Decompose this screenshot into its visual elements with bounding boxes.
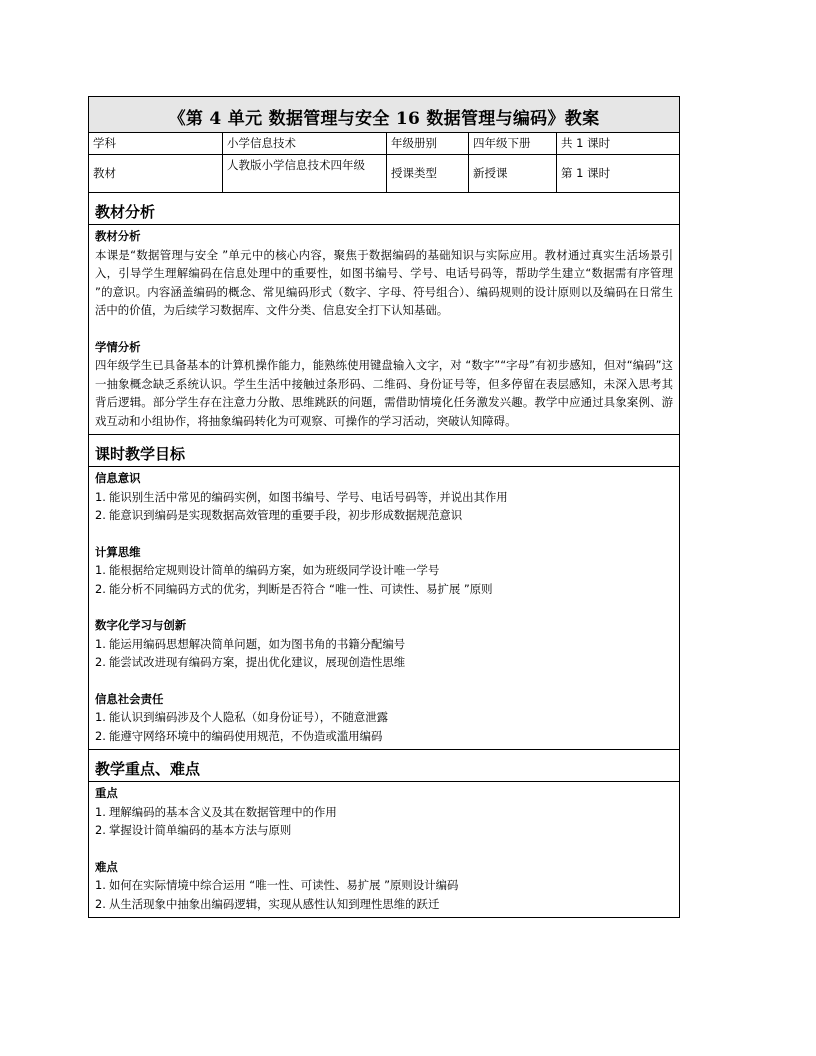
lesson-plan-table [88, 96, 680, 918]
grade-value: 四年级下册 [469, 133, 557, 154]
analysis-body [89, 225, 679, 435]
list-item: 1. 能识别生活中常见的编码实例，如图书编号、学号、电话号码等，并说出其作用 [95, 489, 508, 504]
textbook-value: 人教版小学信息技术四年级 [223, 155, 387, 192]
info-row-1 [89, 133, 679, 155]
list-item: 1. 能运用编码思想解决简单问题，如为图书角的书籍分配编号 [95, 636, 406, 651]
lesson-type-value: 新授课 [469, 155, 557, 192]
total-hours: 共 1 课时 [561, 136, 611, 150]
current-hour: 第 1 课时 [561, 166, 611, 180]
list-item: 1. 理解编码的基本含义及其在数据管理中的作用 [95, 804, 337, 819]
learner-analysis-heading: 学情分析 [95, 339, 141, 354]
lesson-type-label: 授课类型 [387, 155, 469, 192]
list-item: 2. 能尝试改进现有编码方案，提出优化建议，展现创造性思维 [95, 655, 406, 669]
keypoints-heading-row [89, 750, 679, 782]
keypoints-group-title: 难点 [95, 859, 118, 874]
list-item: 2. 能意识到编码是实现数据高效管理的重要手段，初步形成数据规范意识 [95, 508, 463, 522]
list-item: 2. 能遵守网络环境中的编码使用规范，不伪造或滥用编码 [95, 728, 383, 743]
keypoints-group-title: 重点 [95, 786, 118, 800]
list-item: 2. 掌握设计简单编码的基本方法与原则 [95, 823, 292, 837]
subject-label: 学科 [89, 133, 223, 154]
objective-group-title: 信息社会责任 [95, 691, 164, 706]
keypoints-heading: 教学重点、难点 [95, 760, 201, 778]
analysis-sub-heading: 教材分析 [95, 229, 141, 243]
title-row [89, 97, 679, 133]
list-item: 1. 如何在实际情境中综合运用 “唯一性、可读性、易扩展 ”原则设计编码 [95, 878, 459, 892]
list-item: 2. 能分析不同编码方式的优劣，判断是否符合 “唯一性、可读性、易扩展 ”原则 [95, 581, 493, 596]
analysis-heading: 教材分析 [95, 203, 156, 221]
list-item: 2. 从生活现象中抽象出编码逻辑，实现从感性认知到理性思维的跃迁 [95, 896, 440, 911]
analysis-heading-row [89, 193, 679, 225]
grade-label: 年级册别 [387, 133, 469, 154]
list-item: 1. 能认识到编码涉及个人隐私（如身份证号），不随意泄露 [95, 710, 389, 724]
objectives-body [89, 467, 679, 750]
objective-group-title: 数字化学习与创新 [95, 618, 187, 632]
info-row-2 [89, 155, 679, 193]
analysis-paragraph: 本课是“数据管理与安全 ”单元中的核心内容，聚焦于数据编码的基础知识与实际应用。教材通过真实生活场景引入，引导学生理解编码在信息处理中的重要性，如图书编号、学号、电话号码等，帮助学生建立“数据需有序管理 ”的意识。内容涵盖编码的概念、常见编码形式（数字、字母、符号组合）、编码规则的设计原则以及编码在日常生活中的价值，为后续学习数据库、文件分类、信息安全打下认知基础。 [95, 247, 673, 317]
objective-group-title: 信息意识 [95, 471, 141, 485]
textbook-label: 教材 [89, 155, 223, 192]
objectives-heading-row [89, 435, 679, 467]
subject-value: 小学信息技术 [223, 133, 387, 154]
keypoints-body [89, 782, 679, 917]
learner-analysis-paragraph: 四年级学生已具备基本的计算机操作能力，能熟练使用键盘输入文字，对 “数字”“字母”有初步感知，但对“编码”这一抽象概念缺乏系统认识。学生生活中接触过条形码、二维码、身份证号等，但多停留在表层感知，未深入思考其背后逻辑。部分学生存在注意力分散、思维跳跃的问题，需借助情境化任务激发兴趣。教学中应通过具象案例、游戏互动和小组协作，将抽象编码转化为可观察、可操作的学习活动，突破认知障碍。 [95, 358, 673, 428]
list-item: 1. 能根据给定规则设计简单的编码方案，如为班级同学设计唯一学号 [95, 563, 440, 577]
objective-group-title: 计算思维 [95, 544, 141, 559]
document-title: 《第 4 单元 数据管理与安全 16 数据管理与编码》教案 [168, 109, 600, 129]
objectives-heading: 课时教学目标 [95, 445, 186, 463]
